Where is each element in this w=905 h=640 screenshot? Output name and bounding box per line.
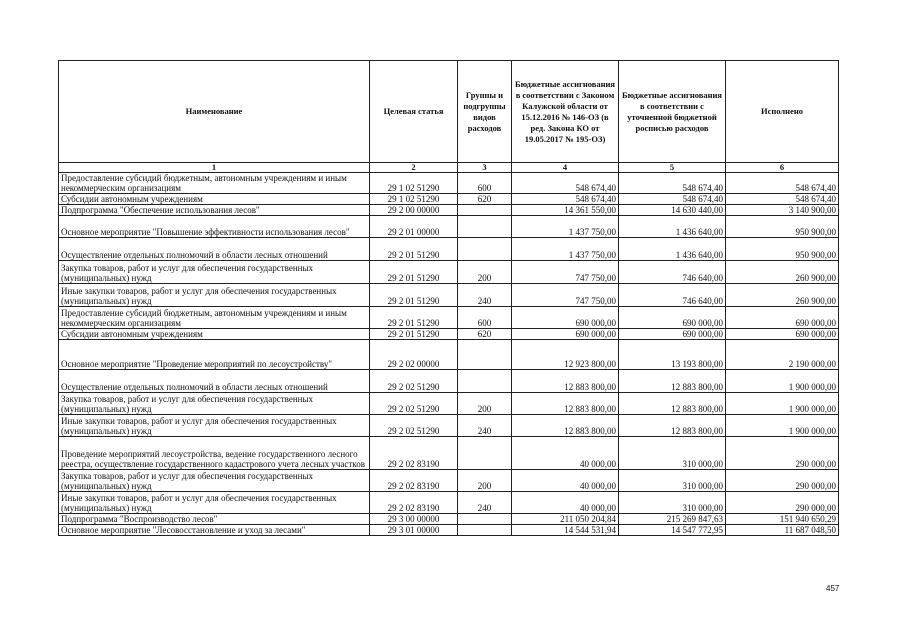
- row-revised-amount: 13 193 800,00: [619, 340, 726, 370]
- row-executed-amount: 548 674,40: [726, 173, 839, 194]
- column-numbers-row: [59, 163, 839, 173]
- table-row: [59, 238, 839, 261]
- row-law-amount: 747 750,00: [512, 284, 619, 307]
- row-law-amount: 12 883 800,00: [512, 393, 619, 415]
- budget-table: [58, 60, 839, 536]
- table-row: [59, 437, 839, 470]
- row-executed-amount: 1 900 000,00: [726, 415, 839, 437]
- row-group-cell: 620: [458, 329, 512, 340]
- row-executed-amount: 11 687 048,50: [726, 525, 839, 536]
- row-revised-amount: 310 000,00: [619, 470, 726, 492]
- row-revised-amount: 215 269 847,63: [619, 514, 726, 525]
- row-target-cell: 29 1 02 51290: [370, 173, 458, 194]
- row-law-amount: 690 000,00: [512, 307, 619, 329]
- table-row: [59, 307, 839, 329]
- table-row: [59, 415, 839, 437]
- table-row: [59, 284, 839, 307]
- row-name-cell: Подпрограмма "Обеспечение использования лесов": [59, 205, 370, 216]
- row-law-amount: 211 050 204,84: [512, 514, 619, 525]
- header-expense-groups: Группы и подгруппы видов расходов: [458, 61, 512, 163]
- row-law-amount: 12 883 800,00: [512, 415, 619, 437]
- row-revised-amount: 746 640,00: [619, 284, 726, 307]
- row-group-cell: 200: [458, 261, 512, 284]
- row-group-cell: 620: [458, 194, 512, 205]
- row-group-cell: [458, 514, 512, 525]
- row-target-cell: 29 2 01 51290: [370, 329, 458, 340]
- row-group-cell: 600: [458, 173, 512, 194]
- row-group-cell: [458, 238, 512, 261]
- row-target-cell: 29 2 02 83190: [370, 437, 458, 470]
- row-group-cell: 200: [458, 470, 512, 492]
- row-name-cell: Закупка товаров, работ и услуг для обеспечения государственных (муниципальных) нужд: [59, 393, 370, 415]
- row-target-cell: 29 2 00 00000: [370, 205, 458, 216]
- row-group-cell: 240: [458, 415, 512, 437]
- row-name-cell: Субсидии автономным учреждениям: [59, 329, 370, 340]
- row-revised-amount: 14 630 440,00: [619, 205, 726, 216]
- row-executed-amount: 1 900 000,00: [726, 393, 839, 415]
- row-revised-amount: 548 674,40: [619, 173, 726, 194]
- row-group-cell: [458, 525, 512, 536]
- row-executed-amount: 151 940 650,29: [726, 514, 839, 525]
- row-revised-amount: 310 000,00: [619, 492, 726, 514]
- row-target-cell: 29 2 01 00000: [370, 216, 458, 238]
- row-revised-amount: 1 436 640,00: [619, 216, 726, 238]
- row-executed-amount: 548 674,40: [726, 194, 839, 205]
- table-row: [59, 525, 839, 536]
- row-law-amount: 40 000,00: [512, 492, 619, 514]
- row-name-cell: Иные закупки товаров, работ и услуг для обеспечения государственных (муниципальных) нужд: [59, 492, 370, 514]
- row-executed-amount: 1 900 000,00: [726, 370, 839, 393]
- row-revised-amount: 746 640,00: [619, 261, 726, 284]
- row-target-cell: 29 2 02 83190: [370, 470, 458, 492]
- column-number: 5: [619, 163, 726, 173]
- row-target-cell: 29 2 01 51290: [370, 307, 458, 329]
- column-number: 3: [458, 163, 512, 173]
- row-revised-amount: 548 674,40: [619, 194, 726, 205]
- row-law-amount: 14 361 550,00: [512, 205, 619, 216]
- row-target-cell: 29 2 02 51290: [370, 393, 458, 415]
- row-group-cell: [458, 370, 512, 393]
- row-revised-amount: 14 547 772,95: [619, 525, 726, 536]
- row-law-amount: 1 437 750,00: [512, 216, 619, 238]
- row-executed-amount: 690 000,00: [726, 329, 839, 340]
- table-row: [59, 194, 839, 205]
- row-group-cell: 200: [458, 393, 512, 415]
- row-name-cell: Подпрограмма "Воспроизводство лесов": [59, 514, 370, 525]
- row-name-cell: Субсидии автономным учреждениям: [59, 194, 370, 205]
- table-row: [59, 492, 839, 514]
- row-name-cell: Основное мероприятие "Повышение эффективности использования лесов": [59, 216, 370, 238]
- row-target-cell: 29 3 01 00000: [370, 525, 458, 536]
- header-revised-allocations: Бюджетные ассигнования в соответствии с уточненной бюджетной росписью расходов: [619, 61, 726, 163]
- row-revised-amount: 690 000,00: [619, 307, 726, 329]
- row-group-cell: 600: [458, 307, 512, 329]
- row-revised-amount: 12 883 800,00: [619, 370, 726, 393]
- table-row: [59, 216, 839, 238]
- row-target-cell: 29 2 01 51290: [370, 284, 458, 307]
- row-group-cell: [458, 205, 512, 216]
- row-executed-amount: 290 000,00: [726, 470, 839, 492]
- row-group-cell: [458, 216, 512, 238]
- row-executed-amount: 2 190 000,00: [726, 340, 839, 370]
- row-revised-amount: 1 436 640,00: [619, 238, 726, 261]
- row-executed-amount: 950 900,00: [726, 238, 839, 261]
- header-law-allocations: Бюджетные ассигнования в соответствии с Законом Калужской области от 15.12.2016 № 146-ОЗ (в ред. Закона КО от 19.05.2017 № 195-ОЗ): [512, 61, 619, 163]
- row-revised-amount: 12 883 800,00: [619, 393, 726, 415]
- row-name-cell: Закупка товаров, работ и услуг для обеспечения государственных (муниципальных) нужд: [59, 470, 370, 492]
- table-row: [59, 470, 839, 492]
- row-name-cell: Предоставление субсидий бюджетным, автономным учреждениям и иным некоммерческим организациям: [59, 173, 370, 194]
- column-number: 4: [512, 163, 619, 173]
- row-name-cell: Иные закупки товаров, работ и услуг для обеспечения государственных (муниципальных) нужд: [59, 284, 370, 307]
- header-target-article: Целевая статья: [370, 61, 458, 163]
- row-group-cell: [458, 437, 512, 470]
- row-revised-amount: 310 000,00: [619, 437, 726, 470]
- row-group-cell: [458, 340, 512, 370]
- row-law-amount: 14 544 531,94: [512, 525, 619, 536]
- row-name-cell: Основное мероприятие "Лесовосстановление и уход за лесами": [59, 525, 370, 536]
- table-row: [59, 261, 839, 284]
- table-row: [59, 340, 839, 370]
- row-revised-amount: 12 883 800,00: [619, 415, 726, 437]
- row-name-cell: Осуществление отдельных полномочий в области лесных отношений: [59, 238, 370, 261]
- row-executed-amount: 260 900,00: [726, 284, 839, 307]
- row-target-cell: 29 2 02 51290: [370, 370, 458, 393]
- row-target-cell: 29 2 02 00000: [370, 340, 458, 370]
- row-law-amount: 12 883 800,00: [512, 370, 619, 393]
- header-executed: Исполнено: [726, 61, 839, 163]
- row-name-cell: Проведение мероприятий лесоустройства, ведение государственного лесного реестра, осуществление государственного кадастрового учета лесных участков: [59, 437, 370, 470]
- row-law-amount: 548 674,40: [512, 173, 619, 194]
- page-number: 457: [826, 584, 840, 593]
- row-law-amount: 548 674,40: [512, 194, 619, 205]
- column-number: 6: [726, 163, 839, 173]
- table-row: [59, 329, 839, 340]
- row-name-cell: Основное мероприятие "Проведение мероприятий по лесоустройству": [59, 340, 370, 370]
- row-target-cell: 29 3 00 00000: [370, 514, 458, 525]
- header-name: Наименование: [59, 61, 370, 163]
- row-revised-amount: 690 000,00: [619, 329, 726, 340]
- row-target-cell: 29 1 02 51290: [370, 194, 458, 205]
- row-name-cell: Иные закупки товаров, работ и услуг для обеспечения государственных (муниципальных) нужд: [59, 415, 370, 437]
- row-target-cell: 29 2 02 83190: [370, 492, 458, 514]
- column-number: 1: [59, 163, 370, 173]
- row-target-cell: 29 2 02 51290: [370, 415, 458, 437]
- table-row: [59, 514, 839, 525]
- row-law-amount: 690 000,00: [512, 329, 619, 340]
- row-name-cell: Предоставление субсидий бюджетным, автономным учреждениям и иным некоммерческим организациям: [59, 307, 370, 329]
- row-law-amount: 12 923 800,00: [512, 340, 619, 370]
- row-executed-amount: 290 000,00: [726, 492, 839, 514]
- row-executed-amount: 290 000,00: [726, 437, 839, 470]
- row-target-cell: 29 2 01 51290: [370, 261, 458, 284]
- row-executed-amount: 950 900,00: [726, 216, 839, 238]
- row-executed-amount: 260 900,00: [726, 261, 839, 284]
- table-row: [59, 173, 839, 194]
- row-group-cell: 240: [458, 492, 512, 514]
- row-law-amount: 40 000,00: [512, 470, 619, 492]
- header-row: [59, 61, 839, 163]
- row-name-cell: Осуществление отдельных полномочий в области лесных отношений: [59, 370, 370, 393]
- row-name-cell: Закупка товаров, работ и услуг для обеспечения государственных (муниципальных) нужд: [59, 261, 370, 284]
- table-row: [59, 205, 839, 216]
- column-number: 2: [370, 163, 458, 173]
- row-group-cell: 240: [458, 284, 512, 307]
- row-executed-amount: 690 000,00: [726, 307, 839, 329]
- row-law-amount: 1 437 750,00: [512, 238, 619, 261]
- row-target-cell: 29 2 01 51290: [370, 238, 458, 261]
- row-law-amount: 40 000,00: [512, 437, 619, 470]
- row-law-amount: 747 750,00: [512, 261, 619, 284]
- row-executed-amount: 3 140 900,00: [726, 205, 839, 216]
- table-row: [59, 393, 839, 415]
- table-row: [59, 370, 839, 393]
- table-body: [59, 173, 839, 536]
